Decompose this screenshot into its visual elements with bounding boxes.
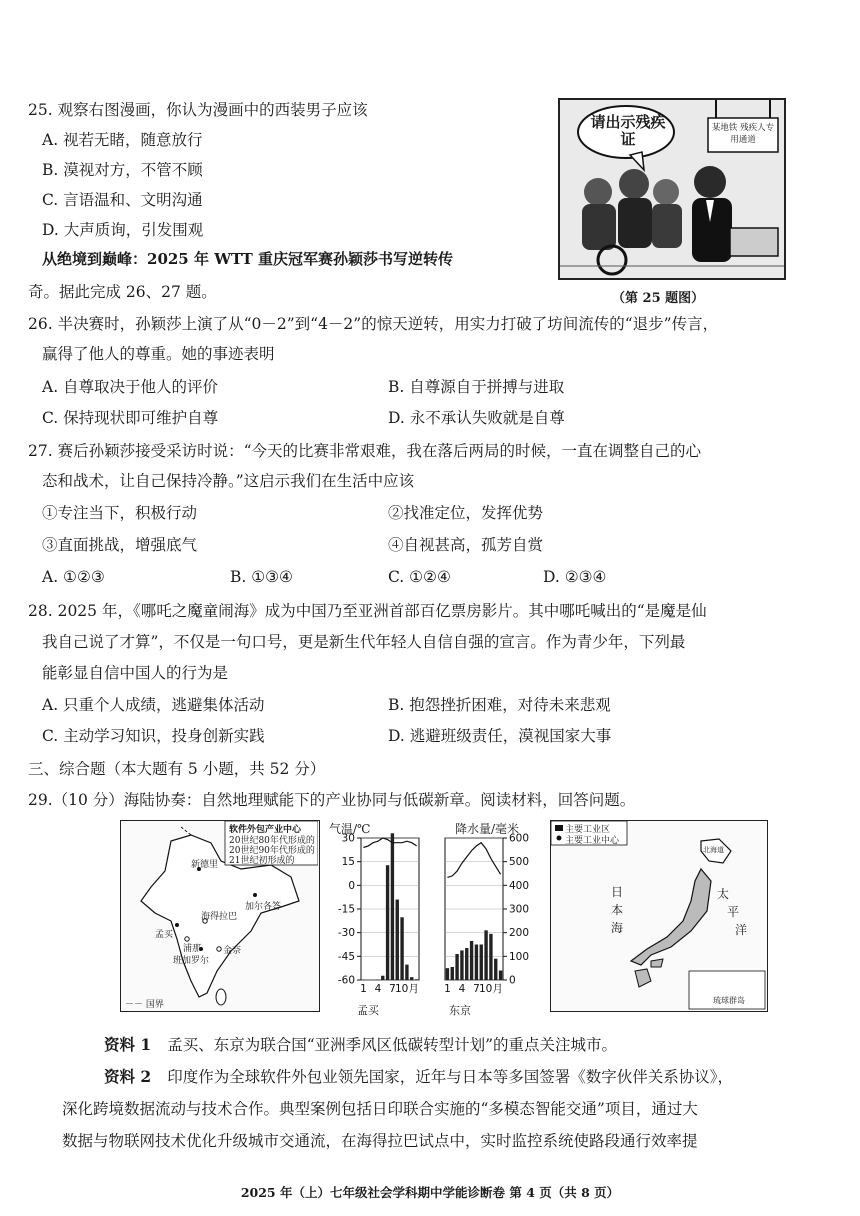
precip-tick-label: 200 xyxy=(509,927,530,940)
cartoon-bubble-text: 请出示残疾证 xyxy=(590,113,666,148)
q28-option-d: D. 逃避班级责任，漠视国家大事 xyxy=(388,727,612,745)
temp-tick-label: -45 xyxy=(337,950,355,963)
month-tick-label: 1 xyxy=(444,983,451,995)
precip-tick-label: 0 xyxy=(509,974,516,987)
q27-statement-1: ①专注当下，积极行动 xyxy=(42,504,198,522)
temperature-line xyxy=(447,843,500,878)
q28-option-c: C. 主动学习知识，投身创新实践 xyxy=(42,727,265,745)
city-mumbai: 孟买 xyxy=(155,930,174,940)
q28-stem-line3: 能彰显自信中国人的行为是 xyxy=(42,664,229,682)
precip-bar xyxy=(470,941,473,980)
q29-figures xyxy=(120,818,770,1016)
q26-27-intro-line2: 奇。据此完成 26、27 题。 xyxy=(28,283,217,301)
temp-tick-label: 30 xyxy=(341,832,355,845)
q29-material1 xyxy=(104,1035,617,1055)
q29-material2-line3: 数据与物联网技术优化升级城市交通流，在海得拉巴试点中，实时监控系统使路段通行效率提 xyxy=(62,1132,698,1150)
q26-option-c: C. 保持现状即可维护自尊 xyxy=(42,409,219,427)
india-legend-item-2: 20世纪90年代形成的 xyxy=(229,846,315,856)
climate-charts xyxy=(325,818,550,1016)
india-map xyxy=(120,820,320,1012)
precip-bar xyxy=(396,900,399,980)
city-pune: 浦那 xyxy=(183,944,202,954)
q26-stem-line2: 赢得了他人的尊重。她的事迹表明 xyxy=(42,345,275,363)
pacific-label-yang: 洋 xyxy=(735,923,748,937)
q27-stem-line2: 态和战术，让自己保持冷静。”这启示我们在生活中应该 xyxy=(42,472,415,490)
city-label-tokyo: 东京 xyxy=(449,1004,471,1017)
q28-stem-line2: 我自己说了才算”，不仅是一句口号，更是新生代年轻人自信自强的宣言。作为青少年，下列最 xyxy=(42,633,686,651)
precip-axis-label: 降水量/毫米 xyxy=(455,822,520,836)
precip-bar xyxy=(451,967,454,980)
temp-axis-label: 气温/℃ xyxy=(329,822,371,836)
q27-option-d: D. ②③④ xyxy=(543,568,607,586)
q25-option-b: B. 漠视对方，不管不顾 xyxy=(42,161,203,179)
q25-stem: 25. 观察右图漫画，你认为漫画中的西装男子应该 xyxy=(28,101,368,119)
q25-option-c: C. 言语温和、文明沟通 xyxy=(42,191,203,209)
q29-stem: 29.（10 分）海陆协奏：自然地理赋能下的产业协同与低碳新章。阅读材料，回答问题。 xyxy=(28,791,636,809)
q25-option-d: D. 大声质询，引发围观 xyxy=(42,221,204,239)
precip-tick-label: 300 xyxy=(509,903,530,916)
q25-option-a: A. 视若无睹，随意放行 xyxy=(42,131,203,149)
month-tick-label: 4 xyxy=(374,983,382,995)
temperature-line xyxy=(363,838,416,848)
precip-bar xyxy=(415,979,418,980)
precip-bar xyxy=(405,965,408,980)
japan-label-ri: 日 xyxy=(611,885,624,899)
q29-material2-line2: 深化跨境数据流动与技术合作。典型案例包括日印联合实施的“多模态智能交通”项目，通过大 xyxy=(62,1100,698,1118)
q27-statement-4: ④自视甚高，孤芳自赏 xyxy=(388,536,544,554)
precip-bar xyxy=(381,976,384,980)
precip-bar xyxy=(455,954,458,980)
india-legend-title: 软件外包产业中心 xyxy=(229,825,302,835)
q27-option-c: C. ①②④ xyxy=(388,568,451,586)
q26-option-a: A. 自尊取决于他人的评价 xyxy=(42,378,219,396)
cartoon-sign-text: 某地铁 残疾人专用通道 xyxy=(711,123,775,145)
q25-cartoon xyxy=(558,98,786,280)
temp-tick-label: -15 xyxy=(337,903,355,916)
q27-statement-3: ③直面挑战，增强底气 xyxy=(42,536,198,554)
precip-bar xyxy=(400,917,403,980)
q29-material2-line1 xyxy=(104,1067,733,1087)
japan-label-hai: 海 xyxy=(611,921,624,935)
precip-bar xyxy=(460,950,463,980)
precip-tick-label: 500 xyxy=(509,856,530,869)
page-footer: 2025 年（上）七年级社会学科期中学能诊断卷 第 4 页（共 8 页） xyxy=(240,1185,620,1200)
material1-label: 资料 1 xyxy=(104,1035,152,1054)
q27-statement-2: ②找准定位，发挥优势 xyxy=(388,504,544,522)
q28-option-a: A. 只重个人成绩，逃避集体活动 xyxy=(42,696,265,714)
precip-bar xyxy=(410,977,413,980)
q26-stem-line1: 26. 半决赛时，孙颖莎上演了从“0－2”到“4－2”的惊天逆转，用实力打破了坊间流传的“退步”传言， xyxy=(28,315,719,333)
q25-figure-caption: （第 25 题图） xyxy=(612,291,705,306)
precip-bar xyxy=(465,948,468,980)
city-label-mumbai: 孟买 xyxy=(357,1004,379,1017)
month-tick-label: 10月 xyxy=(478,983,503,995)
india-legend-item-1: 20世纪80年代形成的 xyxy=(229,836,315,846)
city-bangalore: 班加罗尔 xyxy=(173,956,210,966)
japan-legend-item-2: 主要工业中心 xyxy=(565,836,620,846)
temp-tick-label: 15 xyxy=(341,856,355,869)
month-tick-label: 10月 xyxy=(394,983,419,995)
temp-tick-label: 0 xyxy=(348,879,355,892)
precip-bar xyxy=(480,945,483,981)
precip-bar xyxy=(494,959,497,980)
q27-option-b: B. ①③④ xyxy=(230,568,293,586)
temp-tick-label: -30 xyxy=(337,927,355,940)
q28-option-b: B. 抱怨挫折困难，对待未来悲观 xyxy=(388,696,611,714)
city-kolkata: 加尔各答 xyxy=(245,902,282,912)
temp-tick-label: -60 xyxy=(337,974,355,987)
month-tick-label: 1 xyxy=(360,983,367,995)
japan-map xyxy=(550,820,768,1012)
q26-option-d: D. 永不承认失败就是自尊 xyxy=(388,409,565,427)
pacific-label-tai: 太 xyxy=(717,887,730,901)
city-chennai: 金奈 xyxy=(223,946,242,956)
precip-bar xyxy=(386,865,389,980)
precip-bar xyxy=(484,930,487,980)
japan-label-ryukyu: 琉球群岛 xyxy=(713,996,745,1005)
section3-title: 三、综合题（本大题有 5 小题，共 52 分） xyxy=(28,760,326,778)
q27-stem-line1: 27. 赛后孙颖莎接受采访时说：“今天的比赛非常艰难，我在落后两局的时候，一直在调整自己的心 xyxy=(28,442,702,460)
india-legend-item-3: 21世纪初形成的 xyxy=(229,856,295,866)
precip-tick-label: 400 xyxy=(509,879,530,892)
q28-stem-line1: 28. 2025 年，《哪吒之魔童闹海》成为中国乃至亚洲首部百亿票房影片。其中哪吒喊出的“是魔是仙 xyxy=(28,602,707,620)
q27-option-a: A. ①②③ xyxy=(42,568,105,586)
city-hyderabad: 海得拉巴 xyxy=(201,912,238,922)
month-tick-label: 7 xyxy=(473,983,480,995)
q26-option-b: B. 自尊源自于拼搏与进取 xyxy=(388,378,565,396)
pacific-label-ping: 平 xyxy=(727,905,740,919)
material2-label: 资料 2 xyxy=(104,1067,152,1086)
material2-text-line1: 印度作为全球软件外包业领先国家，近年与日本等多国签署《数字伙伴关系协议》， xyxy=(167,1068,733,1086)
q26-27-intro-line1: 从绝境到巅峰：2025 年 WTT 重庆冠军赛孙颖莎书写逆转传 xyxy=(42,250,454,268)
japan-label-ben: 本 xyxy=(611,903,624,917)
precip-tick-label: 100 xyxy=(509,950,530,963)
japan-label-hokkaido: 北海道 xyxy=(703,846,724,854)
climate-chart-svg xyxy=(325,818,550,1016)
city-new-delhi: 新德里 xyxy=(191,860,219,870)
precip-tick-label: 600 xyxy=(509,832,530,845)
precip-bar xyxy=(475,945,478,981)
precip-bar xyxy=(391,833,394,980)
india-border-legend: －－ 国界 xyxy=(125,1000,164,1010)
month-tick-label: 4 xyxy=(458,983,466,995)
precip-bar xyxy=(489,934,492,980)
precip-bar xyxy=(446,968,449,980)
japan-legend-item-1: 主要工业区 xyxy=(565,825,611,835)
precip-bar xyxy=(499,971,502,980)
material1-text: 孟买、东京为联合国“亚洲季风区低碳转型计划”的重点关注城市。 xyxy=(167,1036,618,1054)
month-tick-label: 7 xyxy=(389,983,396,995)
